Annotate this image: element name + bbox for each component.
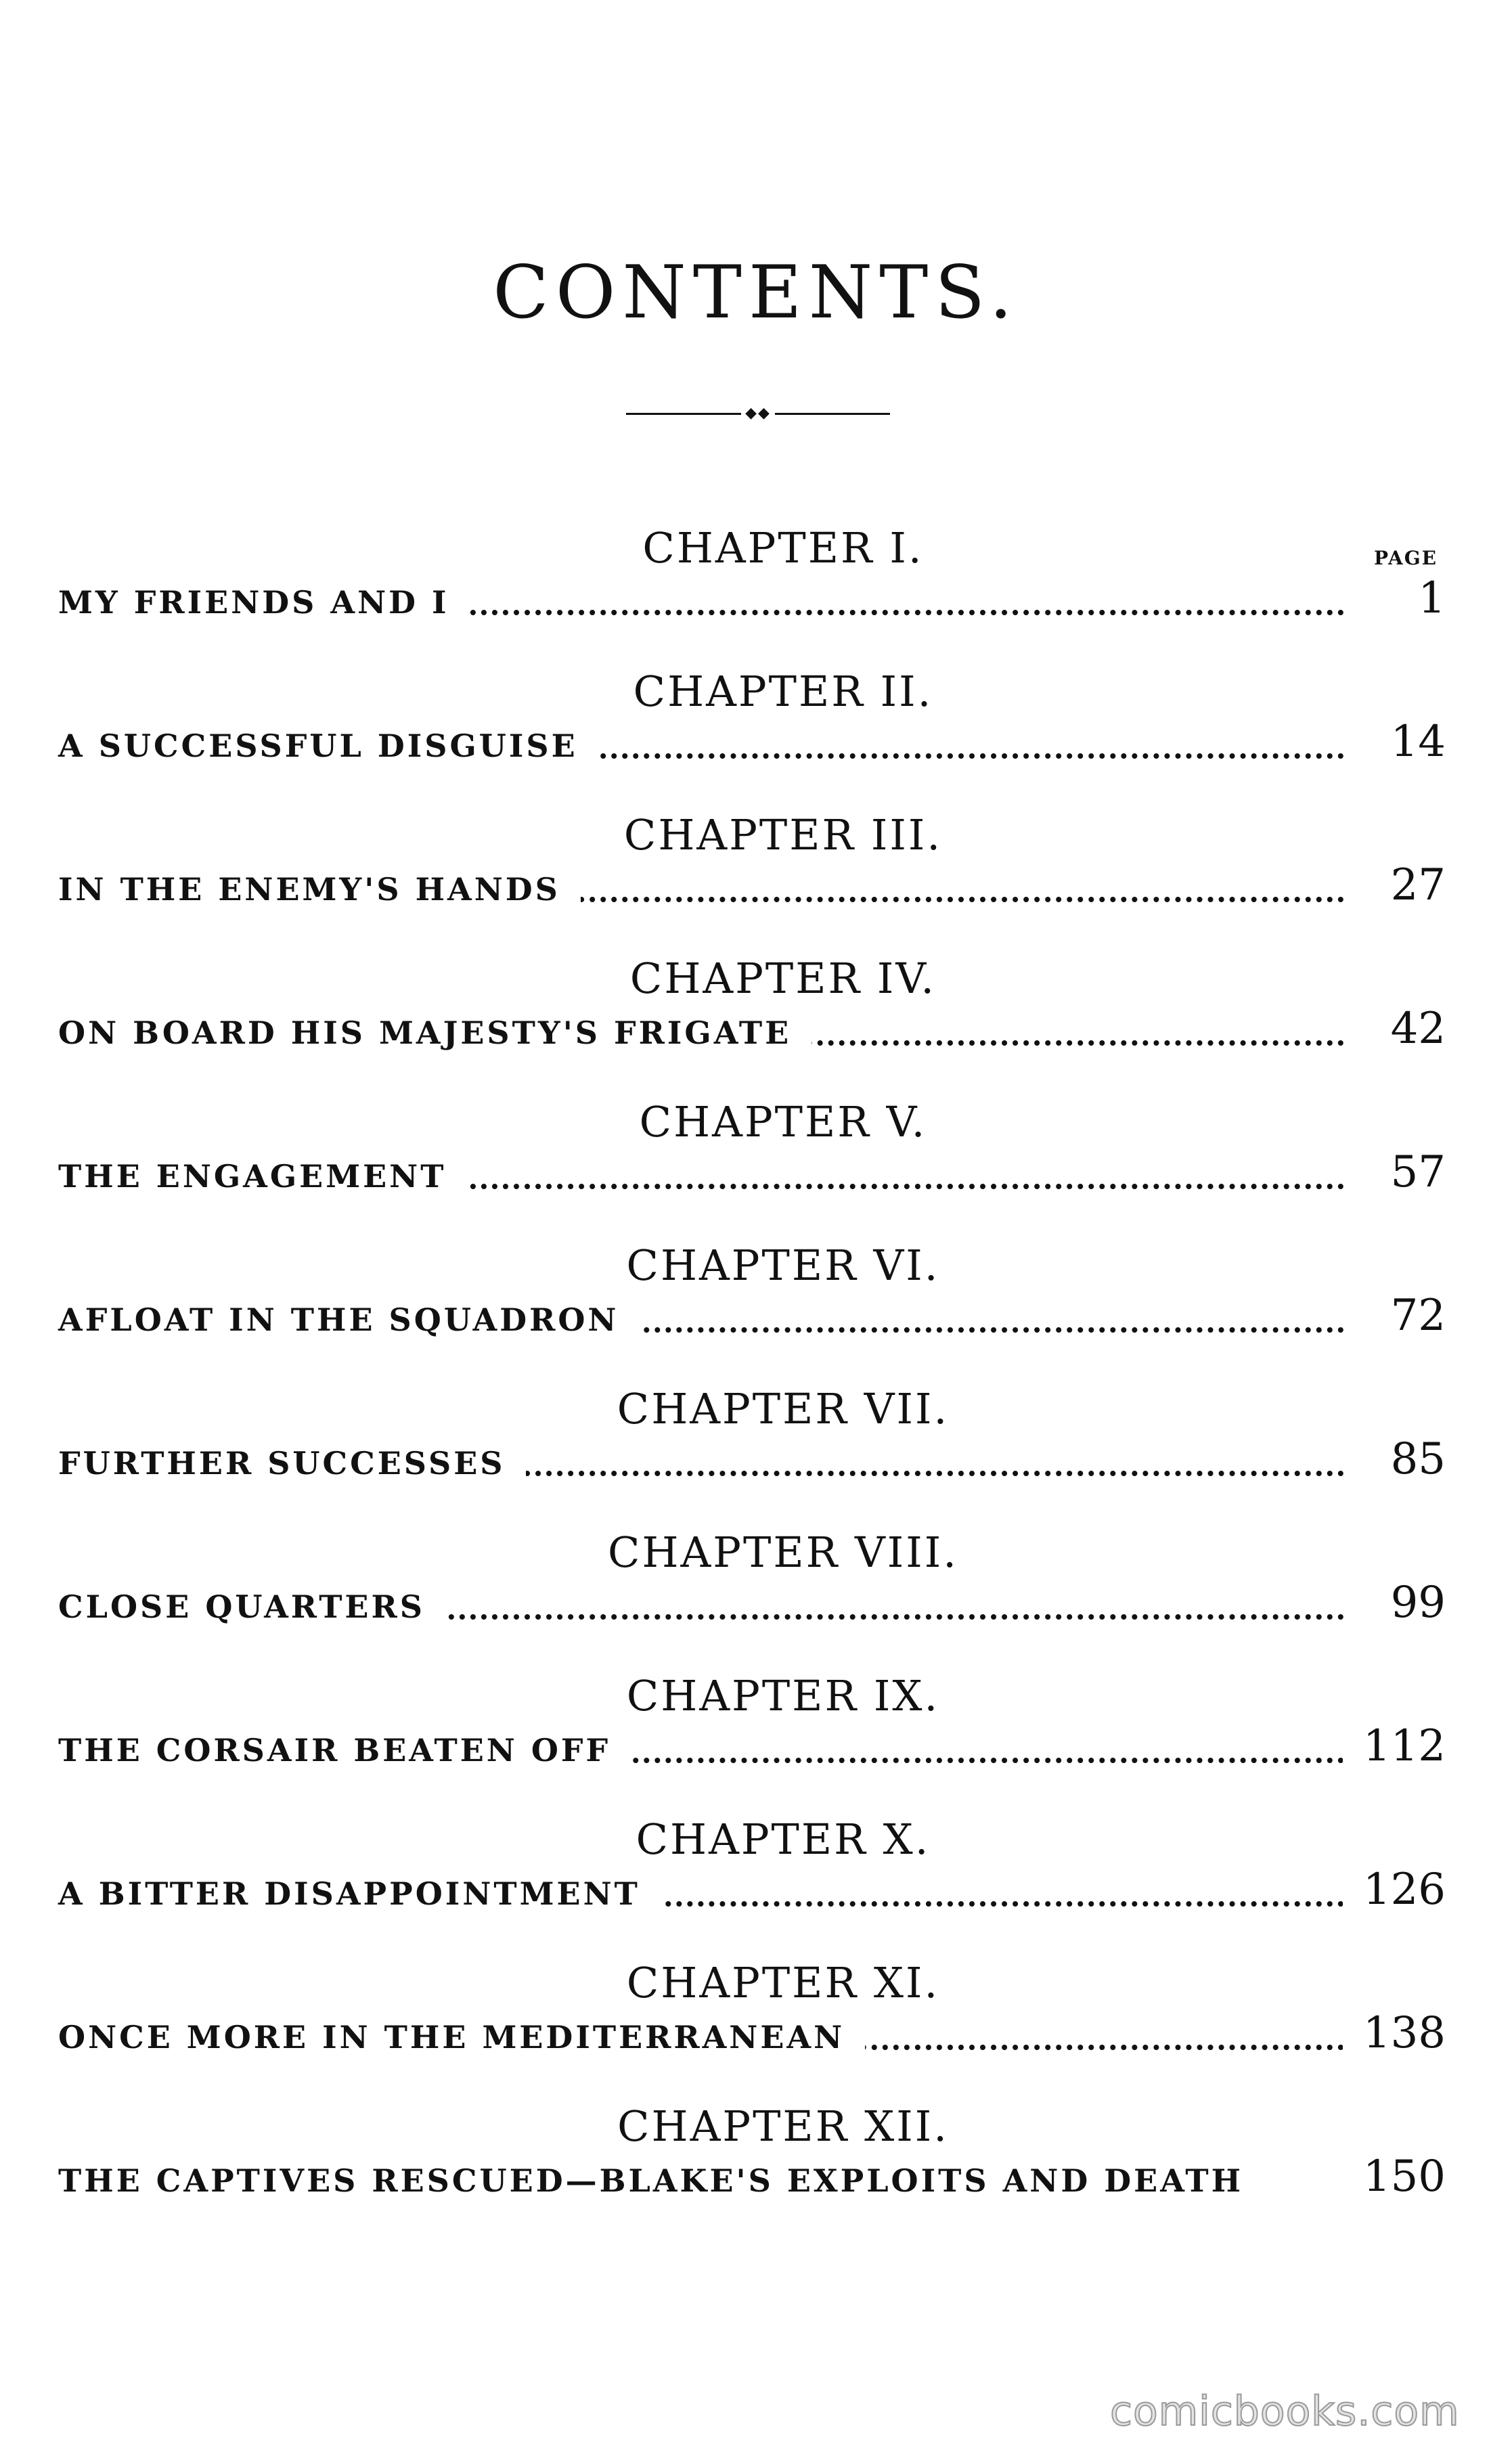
chapter-title: FURTHER SUCCESSES (58, 1445, 526, 1482)
toc-entry (58, 1865, 1446, 1917)
chapter-title: A BITTER DISAPPOINTMENT (58, 1875, 661, 1912)
chapter-heading-label: CHAPTER VIII. (608, 1528, 958, 1577)
chapter-heading (0, 1242, 1512, 1289)
chapter-title: AFLOAT IN THE SQUADRON (58, 1302, 639, 1338)
chapter-heading (0, 1098, 1512, 1146)
chapter-title: CLOSE QUARTERS (58, 1588, 445, 1625)
chapter-heading (0, 668, 1512, 715)
chapter-title: A SUCCESSFUL DISGUISE (58, 728, 598, 764)
chapter-heading-label: CHAPTER II. (633, 667, 933, 716)
chapter-heading (0, 955, 1512, 1002)
chapter-heading (0, 2103, 1512, 2150)
chapter-heading (0, 1529, 1512, 1576)
chapter-heading-label: CHAPTER VI. (626, 1241, 940, 1290)
chapter-heading-label: CHAPTER XII. (617, 2102, 949, 2151)
toc-entry (58, 573, 1446, 626)
page-number: 14 (1358, 717, 1446, 767)
chapter-title: MY FRIENDS AND I (58, 584, 470, 621)
page-title: CONTENTS. (493, 250, 1019, 335)
chapter-title: THE ENGAGEMENT (58, 1158, 466, 1195)
chapter-heading-label: CHAPTER IV. (629, 954, 937, 1003)
toc-entry (58, 717, 1446, 770)
chapter-title: ON BOARD HIS MAJESTY'S FRIGATE (58, 1015, 811, 1051)
ornament-rule-right (775, 413, 890, 415)
chapter-heading (0, 811, 1512, 859)
chapter-heading-label: CHAPTER V. (639, 1097, 927, 1147)
page-number: 1 (1358, 573, 1446, 623)
page-number: 57 (1358, 1147, 1446, 1197)
chapter-heading (0, 1816, 1512, 1863)
page-number: 99 (1358, 1578, 1446, 1628)
toc-entry (58, 860, 1446, 913)
title-ornament (626, 406, 890, 421)
page-number: 112 (1343, 1721, 1446, 1771)
chapter-heading-label: CHAPTER IX. (626, 1671, 940, 1720)
toc-entry (58, 1004, 1446, 1057)
page-number: 85 (1358, 1434, 1446, 1484)
chapter-heading (0, 1672, 1512, 1720)
chapter-heading (0, 1959, 1512, 2007)
toc-entry (58, 1434, 1446, 1487)
chapter-heading-label: CHAPTER XI. (626, 1958, 940, 2007)
toc-entry (58, 1291, 1446, 1343)
chapter-heading-label: CHAPTER I. (642, 523, 924, 573)
toc-entry (58, 1578, 1446, 1630)
page-number: 150 (1343, 2152, 1446, 2202)
toc-entry (58, 1721, 1446, 1774)
chapter-heading (0, 1385, 1512, 1433)
chapter-heading-label: CHAPTER VII. (617, 1384, 950, 1433)
toc-entry (58, 1147, 1446, 1200)
chapter-title: ONCE MORE IN THE MEDITERRANEAN (58, 2019, 865, 2055)
toc-entry (58, 2008, 1446, 2061)
chapter-heading-label: CHAPTER X. (636, 1815, 931, 1864)
page-number: 138 (1343, 2008, 1446, 2058)
page-number: 27 (1358, 860, 1446, 910)
page-number: 72 (1358, 1291, 1446, 1341)
page-column-header: PAGE (1374, 547, 1438, 569)
ornament-rule-left (626, 413, 741, 415)
page-number: 42 (1358, 1004, 1446, 1054)
toc-entry (58, 2152, 1446, 2204)
chapter-heading-label: CHAPTER III. (623, 810, 943, 860)
ornament-diamonds: ◆◆ (745, 405, 771, 422)
chapter-heading (0, 525, 1512, 572)
chapter-title: IN THE ENEMY'S HANDS (58, 871, 581, 908)
chapter-title: THE CAPTIVES RESCUED—BLAKE'S EXPLOITS AND DEATH (58, 2162, 1264, 2199)
chapter-title: THE CORSAIR BEATEN OFF (58, 1732, 631, 1769)
watermark: comicbooks.com (1110, 2388, 1460, 2435)
page-number: 126 (1343, 1865, 1446, 1915)
